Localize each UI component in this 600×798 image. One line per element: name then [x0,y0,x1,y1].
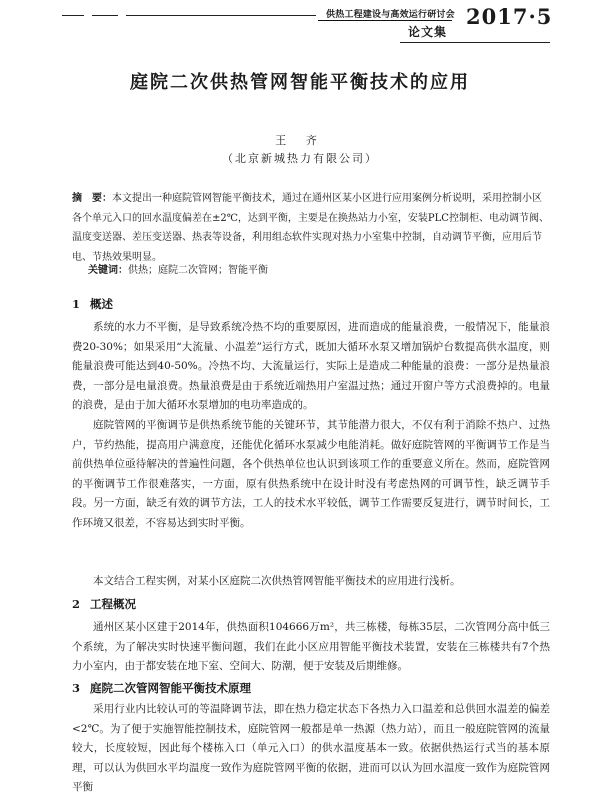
keywords-text: 供热；庭院二次管网；智能平衡 [128,265,268,276]
author-affiliation: （北京新城热力有限公司） [222,152,378,165]
conference-name: 供热工程建设与高效运行研讨会 [326,10,455,20]
paragraph: 采用行业内比较认可的等温降调节法，即在热力稳定状态下各热力入口温差和总供回水温差的偏差<2℃。为了便于实施智能控制技术，庭院管网一般都是单一热源（热力站），而且一般庭院管网的流量较大，长度较短，因此每个楼栋入口（单元入口）的供水温度基本一致。依据供热运行式当的基本原理，可以认为供回水平均温度一致作为庭院管网平衡的依据，进而可以认为回水温度一致作为庭院管网平衡 [72,703,550,793]
section-number: 2 [72,597,81,611]
abstract-label: 摘 要： [72,193,112,204]
paragraph: 本文结合工程实例，对某小区庭院二次供热管网智能平衡技术的应用进行浅析。 [93,575,461,587]
article-title: 庭院二次供热管网智能平衡技术的应用 [130,72,470,93]
section-number: 3 [72,681,81,695]
author-name: 王 齐 [275,134,325,147]
paragraph: 通州区某小区建于2014年，供热面积104666万m²，共三栋楼，每栋35层，二次管网分高中低三个系统，为了解决实时快速平衡问题，我们在此小区应用智能平衡技术装置，安装在三栋楼共有7个热力小室内，由于都安装在地下室、空间大、防潮，便于安装及后期维修。 [72,621,550,672]
abstract [72,189,550,267]
header-rule [126,15,316,16]
paragraph: 系统的水力不平衡，是导致系统冷热不均的重要原因，进而造成的能量浪费，一般情况下，能量浪费20-30%；如果采用“大流量、小温差”运行方式，既加大循环水泵又增加锅炉台数提高供水温度，则能量浪费可能达到40-50%。冷热不均、大流量运行，实际上是造成二种能量的浪费：一部分是热量浪费，一部分是电量浪费。热量浪费是由于系统近端热用户室温过热；通过开窗户等方式浪费掉的。电量的浪费，是由于加大循环水泵增加的电功率造成的。 [72,321,550,411]
section-title: 概述 [90,297,114,311]
abstract-text: 本文提出一种庭院管网智能平衡技术，通过在通州区某小区进行应用案例分析说明，采用控制小区各个单元入口的回水温度偏差在±2℃，达到平衡，主要是在换热站力小室，安装PLC控制柜、电动调节阀、温度变送器、差压变送器、热表等设备，利用组态软件实现对热力小室集中控制，自动调节平衡，应用后节电、节热效果明显。 [72,193,549,263]
section-heading [72,596,146,612]
section-heading [72,296,123,312]
paragraph: 庭院管网的平衡调节是供热系统节能的关键环节，其节能潜力很大，不仅有利于消除不热户、过热户，节约热能，提高用户满意度，还能优化循环水泵减少电能消耗。做好庭院管网的平衡调节工作是当前供热单位亟待解决的普遍性问题，各个供热单位也认识到该项工作的重要意义所在。然而，庭院管网的平衡调节工作很难落实，一方面，原有供热系统中在设计时没有考虑热网的可调节性，缺乏调节手段。另一方面，缺乏有效的调节方法，工人的技术水平较低，调节工作需要反复进行，调节时间长，工作环境又很差，不容易达到实时平衡。 [72,419,550,529]
section-title: 庭院二次管网智能平衡技术原理 [90,681,252,695]
header-rule [62,15,84,16]
section-label: 论文集 [408,25,448,39]
section-number: 1 [72,297,81,311]
keywords-label: 关键词： [88,265,128,276]
header-bottom-rule [400,42,550,43]
running-header [0,0,600,44]
section-heading [72,680,261,696]
keywords [88,261,548,276]
header-underline [318,20,452,21]
header-rule [92,15,118,16]
issue-year: 2017·5 [466,4,553,29]
section-title: 工程概况 [90,597,137,611]
